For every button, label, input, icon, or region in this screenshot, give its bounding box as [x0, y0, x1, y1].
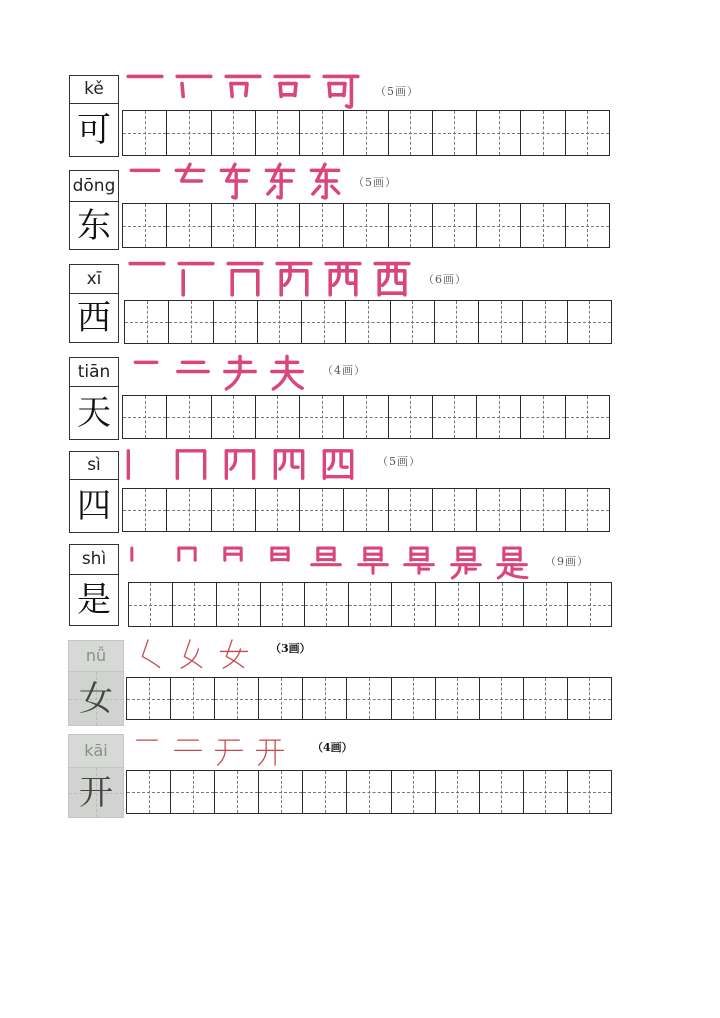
- stroke-step-1: [127, 354, 165, 392]
- char-row-tian: [0, 357, 720, 440]
- stroke-path: [226, 640, 243, 668]
- stroke-step-2: [171, 162, 209, 200]
- stroke-path: [329, 451, 334, 469]
- practice-cell: [436, 678, 480, 719]
- practice-cell: [389, 204, 433, 247]
- stroke-path: [292, 451, 298, 467]
- stroke-step-2: [176, 638, 208, 670]
- pinyin: sì: [87, 455, 101, 475]
- practice-cell: [300, 111, 344, 155]
- pinyin-box: [69, 264, 119, 294]
- stroke-step-1: [123, 444, 161, 482]
- practice-cell: [217, 583, 261, 626]
- stroke-step-2: [172, 444, 210, 482]
- practice-cell: [256, 204, 300, 247]
- stroke-path: [226, 451, 253, 478]
- practice-cell: [300, 489, 344, 531]
- stroke-step-5: [319, 444, 357, 482]
- stroke-step-4: [274, 258, 314, 298]
- stroke-step-7: [402, 546, 436, 580]
- stroke-step-3: [213, 735, 245, 767]
- char-row-ke: [0, 75, 720, 157]
- stroke-step-1: [125, 70, 165, 110]
- stroke-step-5: [309, 546, 343, 580]
- practice-cell: [477, 396, 521, 438]
- practice-cell: [349, 583, 393, 626]
- practice-cell: [344, 204, 388, 247]
- stroke-path: [184, 640, 201, 668]
- stroke-step-2: [176, 258, 216, 298]
- stroke-step-2: [174, 70, 214, 110]
- stroke-step-3: [225, 258, 265, 298]
- practice-cell: [258, 301, 302, 343]
- practice-cell: [344, 111, 388, 155]
- practice-cell: [123, 204, 167, 247]
- practice-cell: [167, 111, 211, 155]
- practice-cell: [433, 396, 477, 438]
- practice-cell: [259, 678, 303, 719]
- practice-cell: [389, 111, 433, 155]
- practice-cell: [344, 489, 388, 531]
- practice-cell: [259, 771, 303, 813]
- stroke-path: [347, 76, 352, 107]
- stroke-step-1: [126, 162, 164, 200]
- char-row-si: [0, 451, 720, 533]
- practice-grid: [122, 488, 610, 532]
- char-row-dong: [0, 170, 720, 250]
- practice-cell: [169, 301, 213, 343]
- pinyin-box: [69, 544, 119, 575]
- stroke-step-3: [216, 546, 250, 580]
- stroke-step-5: [323, 258, 363, 298]
- stroke-path: [333, 264, 339, 286]
- practice-cell: [300, 396, 344, 438]
- practice-grid: [126, 770, 612, 814]
- stroke-step-3: [223, 70, 263, 110]
- character: 女: [79, 678, 113, 719]
- practice-grid: [122, 203, 610, 248]
- stroke-path: [268, 186, 275, 194]
- pinyin-box: [68, 734, 124, 768]
- practice-cell: [566, 396, 609, 438]
- practice-cell: [212, 204, 256, 247]
- stroke-step-2: [172, 735, 204, 767]
- practice-cell: [568, 771, 611, 813]
- practice-cell: [125, 301, 169, 343]
- stroke-step-3: [221, 444, 259, 482]
- char-row-kai: [0, 734, 720, 818]
- stroke-path: [278, 173, 281, 198]
- character-box: [68, 672, 124, 726]
- practice-cell: [436, 583, 480, 626]
- stroke-path: [231, 84, 232, 97]
- stroke-step-2: [170, 546, 204, 580]
- practice-cell: [568, 301, 611, 343]
- practice-cell: [167, 489, 211, 531]
- stroke-path: [324, 451, 351, 478]
- stroke-step-4: [268, 354, 306, 392]
- character-box: [68, 768, 124, 818]
- practice-cell: [167, 396, 211, 438]
- practice-cell: [521, 489, 565, 531]
- stroke-path: [217, 740, 225, 765]
- practice-cell: [477, 204, 521, 247]
- practice-cell: [391, 301, 435, 343]
- pinyin-box: [69, 75, 119, 104]
- pinyin-box: [68, 640, 124, 672]
- character: 天: [77, 393, 111, 433]
- practice-cell: [568, 678, 611, 719]
- stroke-count-label: （9画）: [545, 555, 589, 568]
- stroke-path: [505, 572, 527, 578]
- practice-cell: [127, 678, 171, 719]
- pinyin: kě: [84, 79, 104, 99]
- practice-cell: [477, 489, 521, 531]
- practice-cell: [433, 111, 477, 155]
- char-row-xi: [0, 264, 720, 343]
- stroke-path: [323, 173, 326, 198]
- stroke-path: [182, 164, 202, 181]
- practice-cell: [479, 301, 523, 343]
- practice-cell: [480, 678, 524, 719]
- practice-grid: [124, 300, 612, 344]
- pinyin: nǚ: [85, 646, 107, 665]
- practice-cell: [480, 771, 524, 813]
- practice-cell: [214, 301, 258, 343]
- stroke-step-4: [270, 444, 308, 482]
- stroke-path: [382, 264, 388, 286]
- stroke-step-4: [263, 546, 297, 580]
- practice-cell: [123, 396, 167, 438]
- practice-cell: [347, 771, 391, 813]
- stroke-step-3: [221, 354, 259, 392]
- practice-cell: [127, 771, 171, 813]
- practice-grid: [128, 582, 612, 627]
- practice-cell: [215, 771, 259, 813]
- stroke-step-1: [131, 735, 163, 767]
- practice-cell: [392, 583, 436, 626]
- practice-cell: [129, 583, 173, 626]
- stroke-path: [452, 567, 459, 578]
- stroke-path: [280, 451, 285, 469]
- stroke-path: [341, 451, 347, 467]
- stroke-step-1: [123, 546, 157, 580]
- practice-cell: [173, 583, 217, 626]
- pinyin-box: [69, 357, 119, 387]
- practice-cell: [256, 396, 300, 438]
- stroke-path: [178, 548, 194, 560]
- practice-cell: [568, 583, 611, 626]
- practice-cell: [347, 678, 391, 719]
- practice-cell: [256, 111, 300, 155]
- stroke-count-label: （5画）: [353, 176, 397, 189]
- stroke-step-5: [306, 162, 344, 200]
- stroke-path: [142, 640, 159, 668]
- stroke-count-label: （5画）: [375, 85, 419, 98]
- practice-cell: [523, 301, 567, 343]
- stroke-path: [313, 186, 320, 194]
- stroke-count-label: （4画）: [322, 364, 366, 377]
- practice-cell: [300, 204, 344, 247]
- practice-grid: [122, 395, 610, 439]
- practice-grid: [126, 677, 612, 720]
- stroke-step-3: [216, 162, 254, 200]
- stroke-path: [347, 264, 353, 284]
- practice-cell: [123, 111, 167, 155]
- stroke-path: [177, 451, 204, 478]
- practice-cell: [433, 489, 477, 531]
- practice-cell: [389, 489, 433, 531]
- practice-grid: [122, 110, 610, 156]
- stroke-count-label: （5画）: [377, 455, 421, 468]
- practice-cell: [303, 678, 347, 719]
- practice-cell: [212, 111, 256, 155]
- pinyin: dōng: [72, 175, 116, 196]
- practice-cell: [521, 111, 565, 155]
- stroke-step-6: [356, 546, 390, 580]
- character: 开: [79, 772, 113, 813]
- practice-cell: [566, 111, 609, 155]
- practice-cell: [123, 489, 167, 531]
- practice-cell: [303, 771, 347, 813]
- stroke-step-4: [272, 70, 312, 110]
- stroke-count-label: （4画）: [312, 741, 353, 754]
- character: 可: [77, 110, 111, 150]
- pinyin: xī: [86, 268, 102, 289]
- stroke-path: [396, 264, 402, 284]
- stroke-path: [275, 451, 302, 478]
- practice-cell: [167, 204, 211, 247]
- char-row-nu: [0, 640, 720, 726]
- stroke-step-6: [372, 258, 412, 298]
- practice-cell: [392, 678, 436, 719]
- stroke-step-2: [174, 354, 212, 392]
- practice-cell: [477, 111, 521, 155]
- practice-cell: [480, 583, 524, 626]
- character-box: [69, 480, 119, 533]
- practice-cell: [212, 396, 256, 438]
- stroke-step-4: [261, 162, 299, 200]
- stroke-path: [181, 649, 198, 668]
- stroke-path: [182, 84, 183, 97]
- practice-cell: [256, 489, 300, 531]
- practice-cell: [524, 771, 568, 813]
- pinyin-box: [69, 451, 119, 480]
- stroke-step-1: [127, 258, 167, 298]
- stroke-path: [332, 186, 339, 193]
- stroke-count-label: （6画）: [423, 273, 467, 286]
- stroke-count-label: （3画）: [270, 642, 311, 655]
- stroke-path: [258, 740, 266, 765]
- stroke-path: [231, 451, 236, 469]
- stroke-step-5: [321, 70, 361, 110]
- character: 四: [77, 486, 111, 526]
- practice-cell: [344, 396, 388, 438]
- char-row-shi: [0, 544, 720, 626]
- practice-cell: [215, 678, 259, 719]
- stroke-path: [284, 264, 290, 286]
- practice-cell: [212, 489, 256, 531]
- practice-cell: [521, 204, 565, 247]
- stroke-step-8: [449, 546, 483, 580]
- stroke-path: [288, 375, 302, 389]
- practice-cell: [389, 396, 433, 438]
- pinyin: kāi: [84, 741, 108, 760]
- practice-cell: [521, 396, 565, 438]
- practice-cell: [566, 204, 609, 247]
- stroke-step-9: [495, 546, 529, 580]
- practice-cell: [436, 771, 480, 813]
- stroke-path: [232, 271, 258, 295]
- character: 东: [77, 205, 111, 246]
- practice-cell: [171, 771, 215, 813]
- character-box: [69, 387, 119, 440]
- stroke-step-4: [254, 735, 286, 767]
- practice-cell: [524, 678, 568, 719]
- pinyin-box: [69, 170, 119, 202]
- character-box: [69, 575, 119, 626]
- practice-cell: [302, 301, 346, 343]
- practice-cell: [305, 583, 349, 626]
- stroke-path: [233, 173, 236, 198]
- practice-cell: [346, 301, 390, 343]
- practice-cell: [524, 583, 568, 626]
- character: 西: [77, 298, 111, 338]
- practice-cell: [433, 204, 477, 247]
- stroke-step-1: [134, 638, 166, 670]
- practice-cell: [392, 771, 436, 813]
- practice-cell: [261, 583, 305, 626]
- character-box: [69, 104, 119, 157]
- practice-cell: [566, 489, 609, 531]
- character-box: [69, 202, 119, 250]
- practice-cell: [435, 301, 479, 343]
- practice-cell: [171, 678, 215, 719]
- pinyin: tiān: [77, 361, 111, 382]
- character-box: [69, 294, 119, 343]
- character: 是: [77, 580, 111, 620]
- stroke-step-3: [218, 638, 250, 670]
- pinyin: shì: [81, 549, 107, 569]
